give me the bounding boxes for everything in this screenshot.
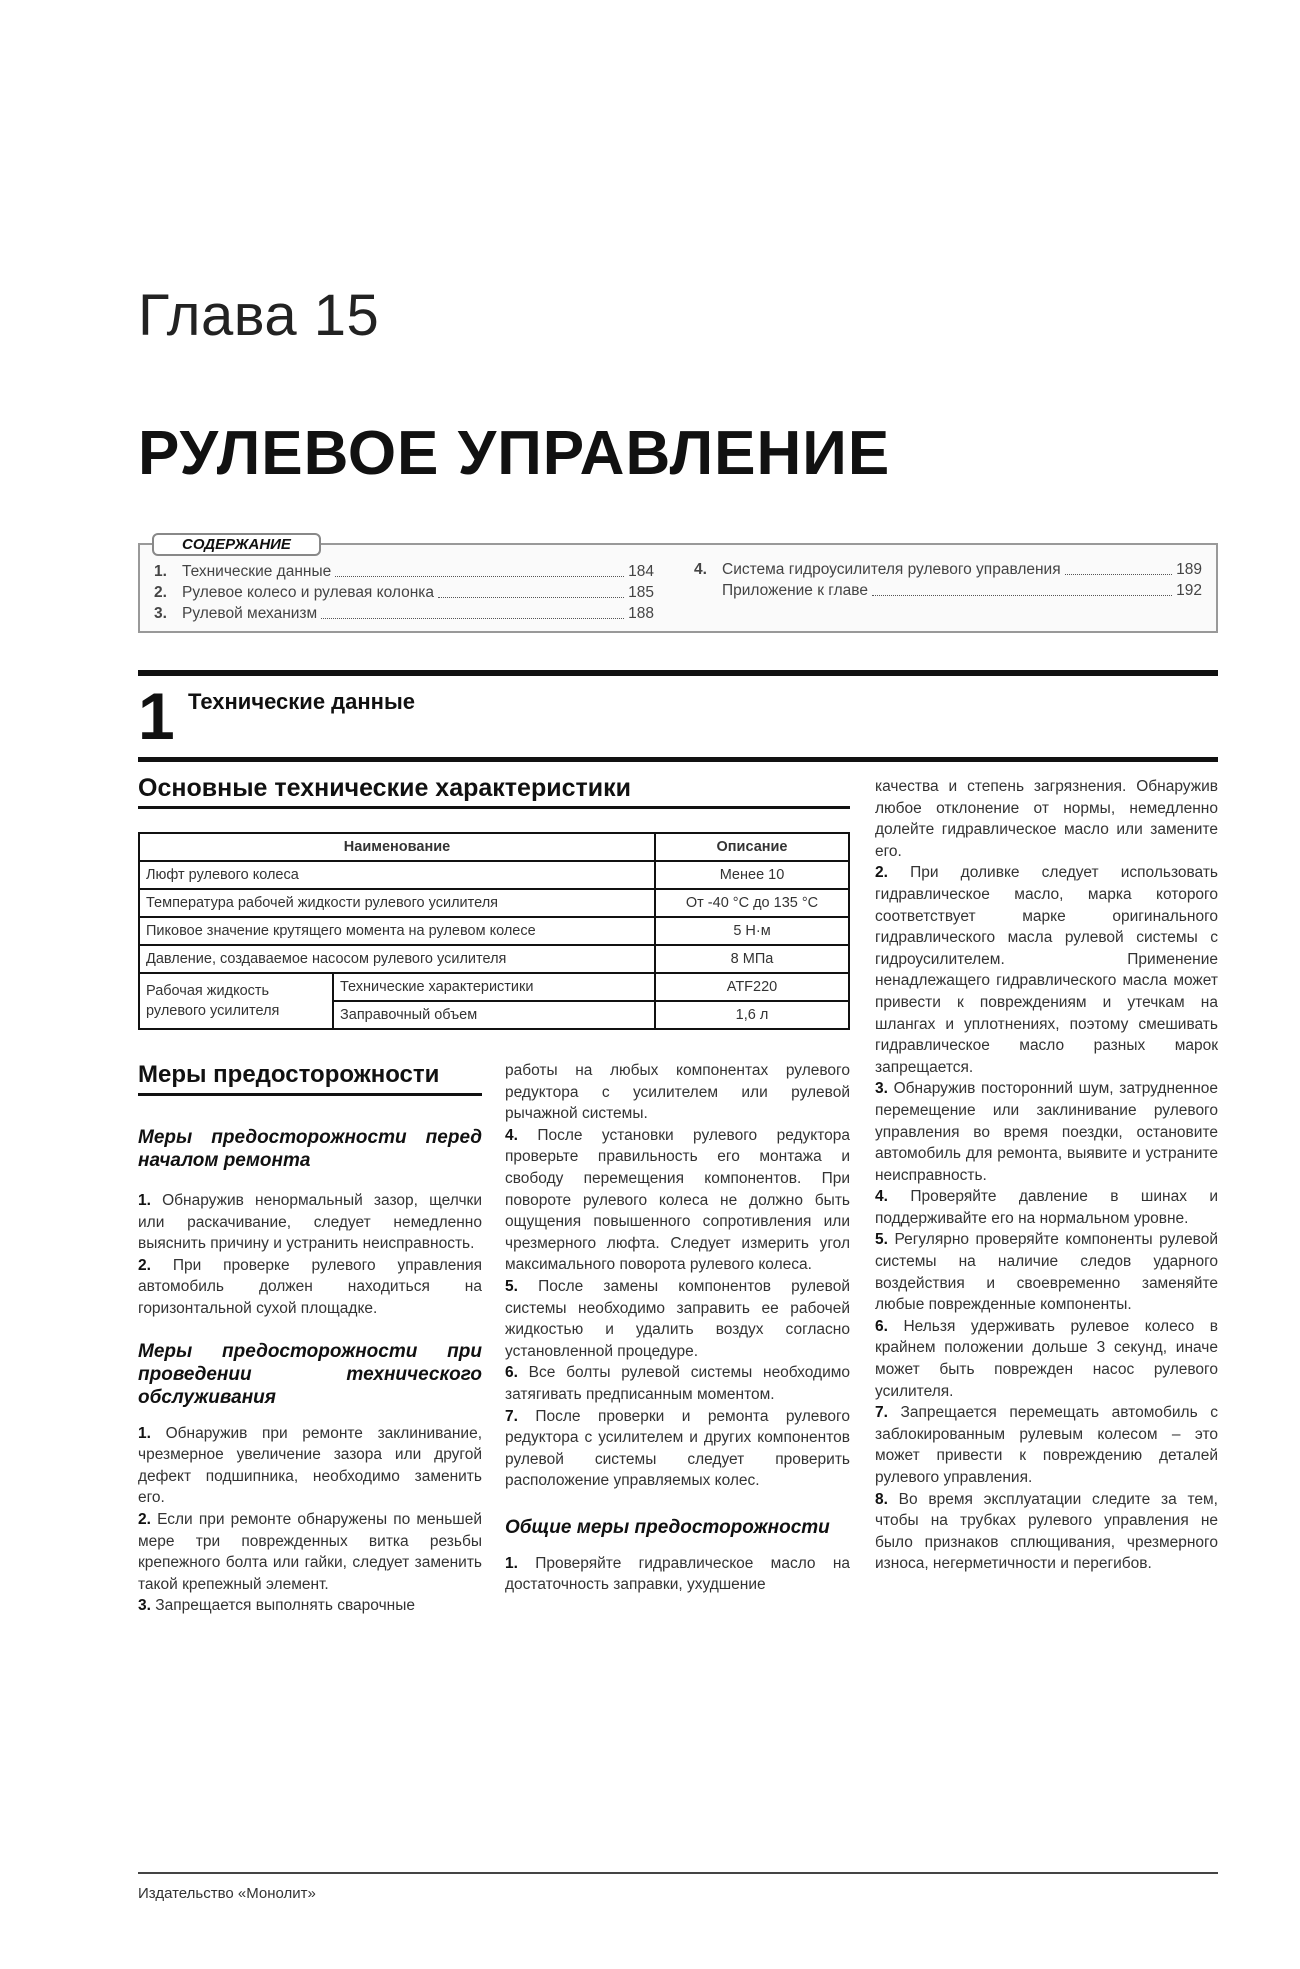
section-number: 1 [138, 679, 175, 753]
toc-leader [1065, 559, 1173, 575]
toc-entry-text: Рулевое колесо и рулевая колонка [182, 584, 435, 601]
item-number: 4. [505, 1126, 518, 1144]
item-number: 2. [875, 864, 888, 882]
table-header-row [139, 833, 849, 861]
spec-value: 5 Н·м [655, 917, 849, 945]
paragraph-text: После установки рулевого редуктора проверьте правильность его монтажа и свободу перемещения компонентов. При повороте рулевого колеса не должно быть ощущения повышенного сопротивления или чрезмерного люфта. Следует измерить угол максимального поворота рулевого колеса. [505, 1126, 851, 1274]
item-number: 8. [875, 1490, 888, 1508]
precautions-heading: Меры предосторожности [138, 1061, 440, 1088]
toc-leader [872, 580, 1172, 596]
paragraph-text: Запрещается перемещать автомобиль с заблокированным рулевым колесом – это может привести к повреждению деталей рулевого управления. [875, 1404, 1218, 1486]
spec-name: Люфт рулевого колеса [139, 861, 655, 889]
section-title: Технические данные [188, 689, 415, 714]
paragraph-text: Обнаружив при ремонте заклинивание, чрезмерное увеличение зазора или другой дефект подшипника, необходимо заменить его. [138, 1424, 483, 1507]
paragraph-text: Проверяйте давление в шинах и поддерживайте его на нормальном уровне. [875, 1188, 1218, 1227]
spec-name: Технические характеристики [333, 973, 655, 1001]
paragraph [875, 1489, 1218, 1575]
item-number: 5. [505, 1277, 518, 1295]
paragraph-text: Регулярно проверяйте компоненты рулевой системы на наличие следов ударного воздействия и своевременно заменяйте любые поврежденные компоненты. [875, 1231, 1218, 1314]
toc-leader [321, 603, 624, 619]
subheading-before-repair: Меры предосторожности перед началом ремонта [138, 1127, 482, 1171]
toc-heading: СОДЕРЖАНИЕ [152, 533, 321, 556]
footer-rule [138, 1872, 1218, 1874]
paragraph [138, 1190, 482, 1255]
paragraph [138, 1255, 482, 1320]
item-number: 2. [138, 1256, 151, 1274]
item-number: 2. [138, 1510, 151, 1528]
subheading-maintenance: Меры предосторожности при проведении технического обслуживания [138, 1340, 482, 1408]
item-number: 7. [505, 1407, 518, 1425]
text-column-1 [138, 1060, 482, 1617]
paragraph-text: При доливке следует использовать гидравлическое масло, марка которого соответствует марке оригинального гидравлического масла рулевой системы с гидроусилителем. Применение ненадлежащего гидравлического масла может привести к повреждениям и утечкам на шлангах и уплотнениях, поэтому смешивать гидравлическое масло разных марок запрещается. [875, 864, 1219, 1076]
item-number: 4. [875, 1188, 888, 1206]
spec-name: Давление, создаваемое насосом рулевого усилителя [139, 945, 655, 973]
toc-leader [335, 561, 624, 577]
spec-value: Менее 10 [655, 861, 849, 889]
toc-entry-number: 4. [694, 561, 707, 578]
specs-table [138, 832, 850, 1030]
text-column-2 [505, 1060, 850, 1596]
table-row [139, 889, 849, 917]
chapter-title: РУЛЕВОЕ УПРАВЛЕНИЕ [138, 419, 891, 488]
chapter-number: Глава 15 [138, 283, 380, 348]
paragraph [138, 1423, 482, 1509]
toc-entry[interactable] [154, 582, 654, 603]
paragraph [875, 1402, 1218, 1488]
paragraph [138, 1595, 482, 1617]
toc-leader [438, 582, 624, 598]
header-name: Наименование [139, 833, 655, 861]
toc-entry-text: Приложение к главе [722, 582, 868, 599]
paragraph-text: Нельзя удерживать рулевое колесо в крайнем положении дольше 3 секунд, иначе может быть поврежден насос рулевого усилителя. [875, 1317, 1218, 1400]
item-number: 1. [505, 1554, 518, 1572]
table-row [139, 973, 849, 1001]
paragraph-text: После замены компонентов рулевой системы необходимо заправить ее рабочей жидкостью и удалить воздух согласно установленной процедуре. [505, 1277, 850, 1360]
text-column-3 [875, 776, 1218, 1575]
paragraph-text: Обнаружив ненормальный зазор, щелчки или раскачивание, следует немедленно выяснить причину и устранить неисправность. [138, 1192, 483, 1253]
fluid-label: Рабочая жидкость рулевого усилителя [139, 973, 333, 1029]
toc-entry[interactable] [694, 580, 1202, 601]
spec-value: 8 МПа [655, 945, 849, 973]
paragraph-text: Проверяйте гидравлическое масло на достаточность заправки, ухудшение [505, 1554, 851, 1594]
paragraph [138, 1509, 482, 1595]
item-number: 5. [875, 1231, 888, 1249]
item-number: 6. [505, 1364, 518, 1382]
toc-entry-page: 192 [1176, 582, 1202, 599]
item-number: 7. [875, 1404, 888, 1422]
toc-entry-page: 184 [628, 563, 654, 580]
item-number: 3. [875, 1080, 888, 1098]
paragraph-text: После проверки и ремонта рулевого редуктора с усилителем и других компонентов рулевой системы следует проверить расположение управляемых колес. [505, 1407, 850, 1490]
paragraph: качества и степень загрязнения. Обнаружив любое отклонение от нормы, немедленно долейте гидравлическое масло или замените его. [875, 778, 1218, 860]
paragraph-text: Если при ремонте обнаружены по меньшей мере три поврежденных витка резьбы крепежного болта или гайки, следует заменить такой крепежный элемент. [138, 1510, 482, 1593]
table-row [139, 945, 849, 973]
section-bottom-rule [138, 757, 1218, 762]
spec-name: Пиковое значение крутящего момента на рулевом колесе [139, 917, 655, 945]
table-of-contents [138, 536, 1218, 633]
paragraph-text: Запрещается выполнять сварочные [155, 1597, 415, 1615]
header-value: Описание [655, 833, 849, 861]
toc-entry-text: Технические данные [182, 563, 332, 580]
toc-entry[interactable] [154, 603, 654, 624]
paragraph [875, 862, 1218, 1078]
item-number: 3. [138, 1597, 151, 1615]
spec-value: От -40 °С до 135 °С [655, 889, 849, 917]
toc-entry-page: 189 [1176, 561, 1202, 578]
spec-name: Температура рабочей жидкости рулевого усилителя [139, 889, 655, 917]
section-top-rule [138, 670, 1218, 676]
toc-entry[interactable] [694, 559, 1202, 580]
specs-heading: Основные технические характеристики [138, 774, 631, 802]
paragraph [875, 1186, 1218, 1229]
toc-entry-number [694, 580, 722, 601]
item-number: 6. [875, 1317, 888, 1335]
table-row [139, 861, 849, 889]
toc-entry-text: Система гидроусилителя рулевого управления [722, 561, 1061, 578]
table-row [139, 917, 849, 945]
toc-entry-page: 188 [628, 605, 654, 622]
toc-left-column [154, 561, 654, 624]
paragraph [505, 1553, 850, 1596]
paragraph [875, 1078, 1218, 1186]
paragraph: работы на любых компонентах рулевого редуктора с усилителем или рулевой рычажной системы. [505, 1062, 850, 1123]
spec-value: ATF220 [655, 973, 849, 1001]
item-number: 1. [138, 1192, 151, 1209]
specs-heading-rule [138, 806, 850, 809]
publisher-footer: Издательство «Монолит» [138, 1885, 316, 1902]
toc-right-column [694, 559, 1202, 601]
toc-entry-text: Рулевой механизм [182, 605, 318, 622]
toc-entry-page: 185 [628, 584, 654, 601]
paragraph [505, 1276, 850, 1362]
toc-entry-number: 1. [154, 563, 167, 580]
toc-entry-number: 2. [154, 584, 167, 601]
paragraph [505, 1406, 850, 1492]
paragraph-text: Во время эксплуатации следите за тем, чтобы на трубках рулевого управления не было признаков сплющивания, чрезмерного износа, негерметичности и перегибов. [875, 1490, 1218, 1573]
paragraph [505, 1125, 850, 1276]
paragraph-text: Все болты рулевой системы необходимо затягивать предписанным моментом. [505, 1364, 851, 1403]
toc-entry-number: 3. [154, 605, 167, 622]
paragraph [875, 1229, 1218, 1315]
spec-value: 1,6 л [655, 1001, 849, 1029]
toc-entry[interactable] [154, 561, 654, 582]
paragraph-text: При проверке рулевого управления автомобиль должен находиться на горизонтальной сухой площадке. [138, 1256, 482, 1317]
paragraph-text: Обнаружив посторонний шум, затрудненное перемещение или заклинивание рулевого управления во время поездки, остановите автомобиль для ремонта, выявите и устраните неисправность. [875, 1080, 1218, 1184]
paragraph [505, 1362, 850, 1405]
paragraph [875, 1316, 1218, 1402]
precautions-heading-rule [138, 1093, 482, 1096]
spec-name: Заправочный объем [333, 1001, 655, 1029]
subheading-general: Общие меры предосторожности [505, 1516, 830, 1538]
item-number: 1. [138, 1424, 151, 1442]
